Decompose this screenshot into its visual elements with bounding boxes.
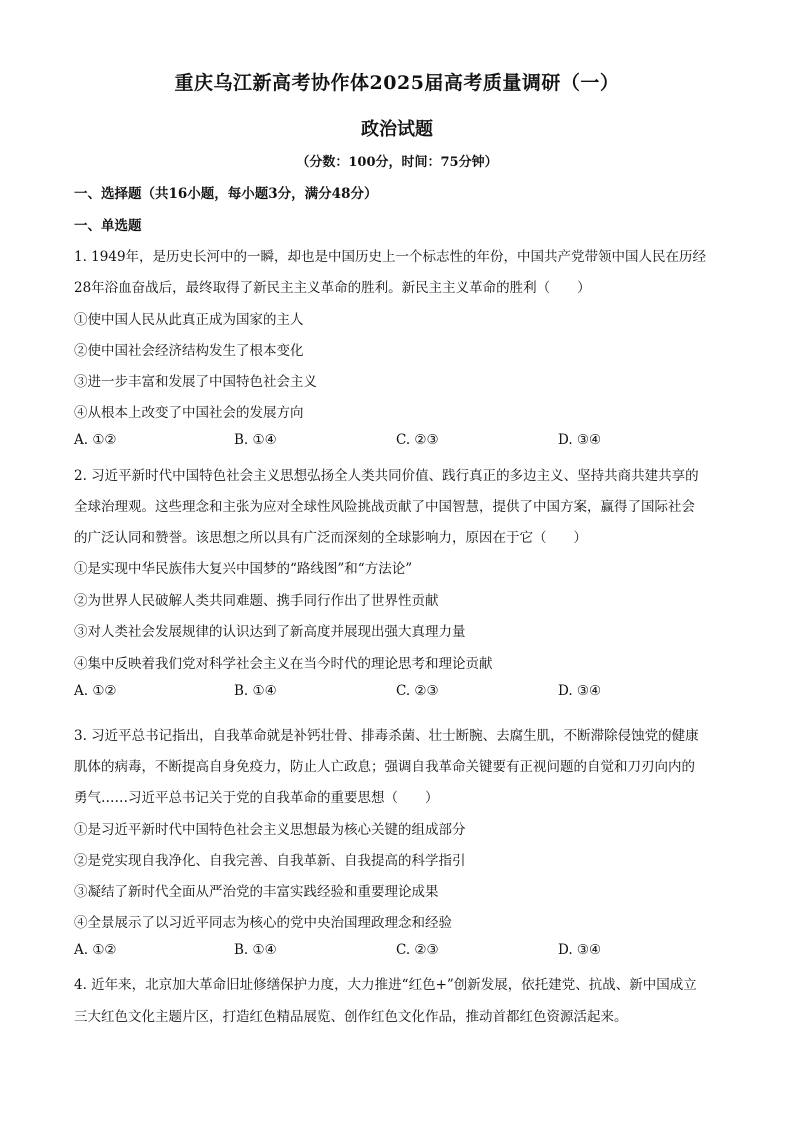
answer-options	[74, 432, 724, 452]
question-stem-line: 的广泛认同和赞誉。该思想之所以具有广泛而深刻的全球影响力，原因在于它（ ）	[74, 530, 587, 546]
statement-item: ②使中国社会经济结构发生了根本变化	[74, 343, 304, 359]
statement-item: ②是党实现自我净化、自我完善、自我革新、自我提高的科学指引	[74, 853, 466, 869]
statement-item: ③进一步丰富和发展了中国特色社会主义	[74, 374, 317, 390]
option-d[interactable]: D. ③④	[558, 942, 602, 958]
statement-item: ①是习近平新时代中国特色社会主义思想最为核心关键的组成部分	[74, 822, 466, 838]
exam-title: 重庆乌江新高考协作体2025届高考质量调研（一）	[174, 72, 620, 94]
question-stem-line: 1. 1949年，是历史长河中的一瞬，却也是中国历史上一个标志性的年份，中国共产党带领中国人民在历经	[74, 249, 707, 265]
option-a[interactable]: A. ①②	[74, 432, 117, 448]
option-d[interactable]: D. ③④	[558, 683, 602, 699]
answer-options	[74, 942, 724, 962]
option-b[interactable]: B. ①④	[234, 942, 277, 958]
option-c[interactable]: C. ②③	[396, 942, 439, 958]
option-a[interactable]: A. ①②	[74, 942, 117, 958]
option-c[interactable]: C. ②③	[396, 683, 439, 699]
statement-item: ①是实现中华民族伟大复兴中国梦的“路线图”和“方法论”	[74, 561, 413, 577]
statement-item: ①使中国人民从此真正成为国家的主人	[74, 312, 304, 328]
option-d[interactable]: D. ③④	[558, 432, 602, 448]
question-stem-line: 全球治理观。这些理念和主张为应对全球性风险挑战贡献了中国智慧，提供了中国方案，赢得了国际社会	[74, 499, 695, 515]
question-stem-line: 2. 习近平新时代中国特色社会主义思想弘扬全人类共同价值、践行真正的多边主义、坚持共商共建共享的	[74, 468, 699, 484]
question-stem-line: 28年浴血奋战后，最终取得了新民主主义革命的胜利。新民主主义革命的胜利（ ）	[74, 280, 591, 296]
answer-options	[74, 683, 724, 703]
exam-info: （分数：100分，时间：75分钟）	[296, 155, 498, 170]
section-heading: 一、选择题（共16小题，每小题3分，满分48分）	[74, 186, 378, 202]
question-stem-line: 3. 习近平总书记指出，自我革命就是补钙壮骨、排毒杀菌、壮士断腕、去腐生肌，不断滞除侵蚀党的健康	[74, 728, 699, 744]
question-stem-line: 4. 近年来，北京加大革命旧址修缮保护力度，大力推进“红色+”创新发展，依托建党、抗战、新中国成立	[74, 977, 697, 993]
statement-item: ②为世界人民破解人类共同难题、携手同行作出了世界性贡献	[74, 593, 439, 609]
statement-item: ③凝结了新时代全面从严治党的丰富实践经验和重要理论成果	[74, 884, 439, 900]
statement-item: ④从根本上改变了中国社会的发展方向	[74, 405, 304, 421]
statement-item: ④集中反映着我们党对科学社会主义在当今时代的理论思考和理论贡献	[74, 656, 493, 672]
subject-title: 政治试题	[361, 119, 433, 140]
option-b[interactable]: B. ①④	[234, 683, 277, 699]
section-subheading: 一、单选题	[74, 218, 142, 234]
question-stem-line: 肌体的病毒，不断提高自身免疫力，防止人亡政息；强调自我革命关键要有正视问题的自觉和刀刃向内的	[74, 759, 695, 775]
option-a[interactable]: A. ①②	[74, 683, 117, 699]
option-c[interactable]: C. ②③	[396, 432, 439, 448]
statement-item: ④全景展示了以习近平同志为核心的党中央治国理政理念和经验	[74, 915, 452, 931]
option-b[interactable]: B. ①④	[234, 432, 277, 448]
question-stem-line: 三大红色文化主题片区，打造红色精品展览、创作红色文化作品，推动首都红色资源活起来。	[74, 1009, 628, 1025]
question-stem-line: 勇气……习近平总书记关于党的自我革命的重要思想（ ）	[74, 790, 439, 806]
statement-item: ③对人类社会发展规律的认识达到了新高度并展现出强大真理力量	[74, 624, 466, 640]
